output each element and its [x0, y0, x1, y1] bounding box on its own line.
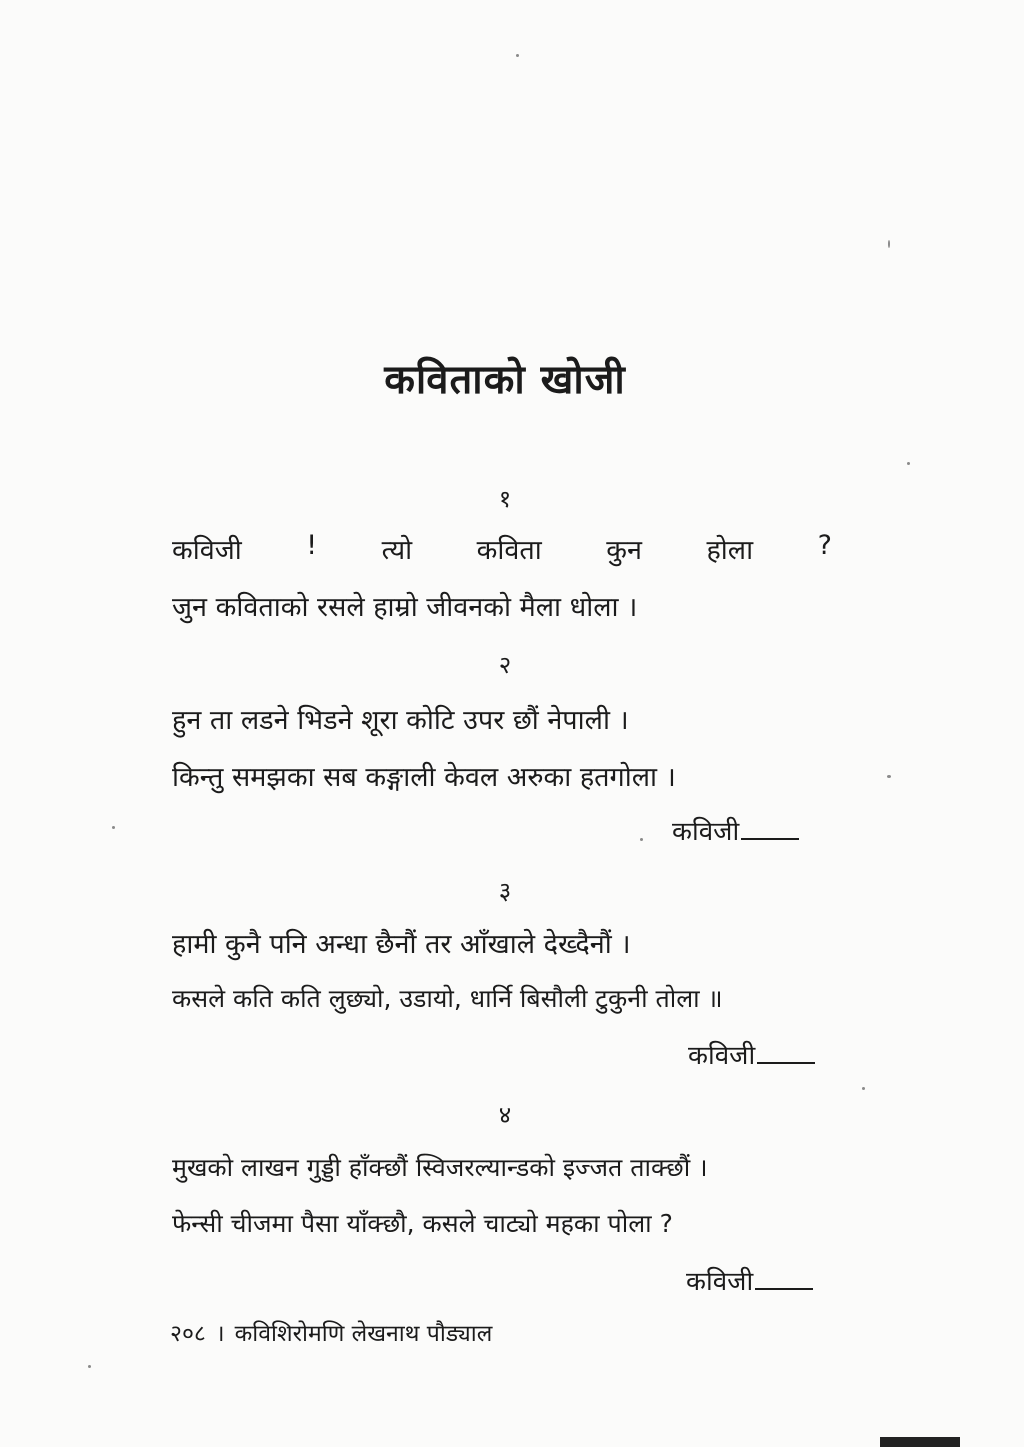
page-number: २०८ — [170, 1321, 206, 1347]
scan-speck — [888, 240, 890, 248]
stanza-3-line-2: कसले कति कति लुछ्यो, उडायो, धार्नि बिसौली टुकुनी तोला ॥ — [172, 984, 723, 1013]
poem-title: कविताको खोजी — [384, 357, 626, 403]
word: कविता — [476, 535, 542, 566]
refrain-4 — [686, 1262, 813, 1298]
scan-edge-shadow — [880, 1437, 960, 1447]
refrain-blank-line — [755, 1288, 813, 1290]
stanza-3-line-1: हामी कुनै पनि अन्धा छैनौं तर आँखाले देख्दैनौं । — [172, 929, 631, 960]
refrain-text: कविजी — [672, 817, 740, 847]
scan-speck — [640, 838, 643, 841]
scan-speck — [112, 826, 115, 829]
scan-speck — [907, 462, 910, 465]
word: ? — [817, 530, 832, 561]
refrain-blank-line — [757, 1062, 815, 1064]
refrain-text: कविजी — [688, 1041, 756, 1071]
scan-speck — [862, 1087, 865, 1090]
stanza-number-3: ३ — [498, 877, 512, 905]
stanza-number-4: ४ — [498, 1101, 512, 1129]
stanza-4-line-1: मुखको लाखन गुड्डी हाँक्छौं स्विजरल्यान्डको इज्जत ताक्छौं । — [172, 1153, 708, 1182]
word: ! — [306, 530, 318, 561]
book-title: कविशिरोमणि लेखनाथ पौड्याल — [234, 1321, 493, 1347]
stanza-number-2: २ — [498, 651, 512, 679]
word: त्यो — [381, 535, 413, 566]
refrain-text: कविजी — [686, 1267, 754, 1297]
stanza-1-line-2: जुन कविताको रसले हाम्रो जीवनको मैला धोला । — [172, 592, 638, 623]
stanza-1-line-1 — [172, 530, 832, 567]
refrain-3 — [688, 1036, 815, 1072]
word: होला — [706, 535, 754, 566]
stanza-2-line-2: किन्तु समझका सब कङ्गाली केवल अरुका हतगोला । — [172, 762, 676, 793]
scan-speck — [887, 775, 891, 778]
word: कविजी — [172, 535, 242, 566]
refrain-2 — [672, 812, 799, 848]
stanza-2-line-1: हुन ता लडने भिडने शूरा कोटि उपर छौं नेपाली । — [172, 705, 629, 736]
stanza-number-1: १ — [498, 485, 512, 513]
stanza-4-line-2: फेन्सी चीजमा पैसा याँक्छौ, कसले चाट्यो महका पोला ? — [172, 1209, 673, 1238]
footer-separator: । — [215, 1321, 225, 1347]
scan-speck — [88, 1365, 91, 1368]
page-footer — [170, 1316, 492, 1348]
word: कुन — [606, 535, 642, 566]
refrain-blank-line — [741, 838, 799, 840]
scan-speck — [516, 54, 519, 57]
